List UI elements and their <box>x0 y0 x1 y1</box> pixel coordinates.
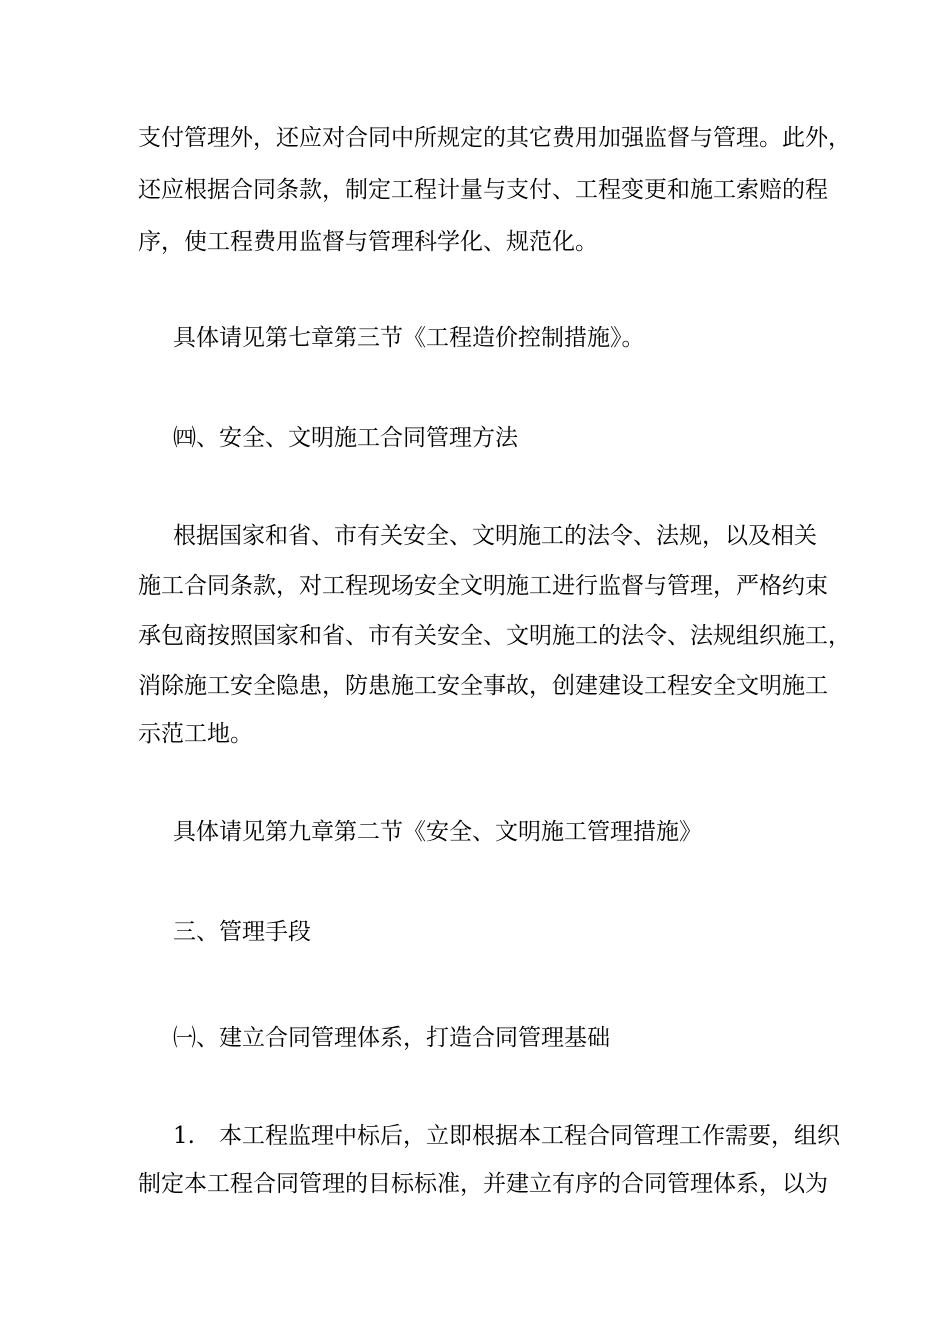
reference-chapter-9: 具体请见第九章第二节《安全、文明施工管理措施》 <box>173 819 702 845</box>
paragraph-2-line-5: 示范工地。 <box>138 721 253 747</box>
paragraph-2-line-2: 施工合同条款，对工程现场安全文明施工进行监督与管理，严格约束 <box>138 573 828 599</box>
heading-management-means: 三、管理手段 <box>173 919 311 945</box>
paragraph-1-line-2: 还应根据合同条款，制定工程计量与支付、工程变更和施工索赔的程 <box>138 177 828 203</box>
item-number: 1. <box>173 1123 195 1149</box>
subheading-safety-civilized-construction: ㈣、安全、文明施工合同管理方法 <box>173 425 518 451</box>
paragraph-2-line-1: 根据国家和省、市有关安全、文明施工的法令、法规，以及相关 <box>173 523 817 549</box>
item-1-text: 本工程监理中标后，立即根据本工程合同管理工作需要，组织 <box>218 1123 840 1149</box>
paragraph-2-line-4: 消除施工安全隐患，防患施工安全事故，创建建设工程安全文明施工 <box>138 673 828 699</box>
paragraph-3-line-1 <box>173 1122 873 1150</box>
paragraph-1-line-3: 序，使工程费用监督与管理科学化、规范化。 <box>138 229 598 255</box>
paragraph-3-line-2: 制定本工程合同管理的目标标准，并建立有序的合同管理体系，以为 <box>138 1171 828 1197</box>
paragraph-1-line-1: 支付管理外，还应对合同中所规定的其它费用加强监督与管理。此外， <box>138 125 851 151</box>
paragraph-2-line-3: 承包商按照国家和省、市有关安全、文明施工的法令、法规组织施工， <box>138 623 851 649</box>
reference-chapter-7: 具体请见第七章第三节《工程造价控制措施》。 <box>173 325 645 351</box>
subheading-contract-system: ㈠、建立合同管理体系，打造合同管理基础 <box>173 1025 610 1051</box>
